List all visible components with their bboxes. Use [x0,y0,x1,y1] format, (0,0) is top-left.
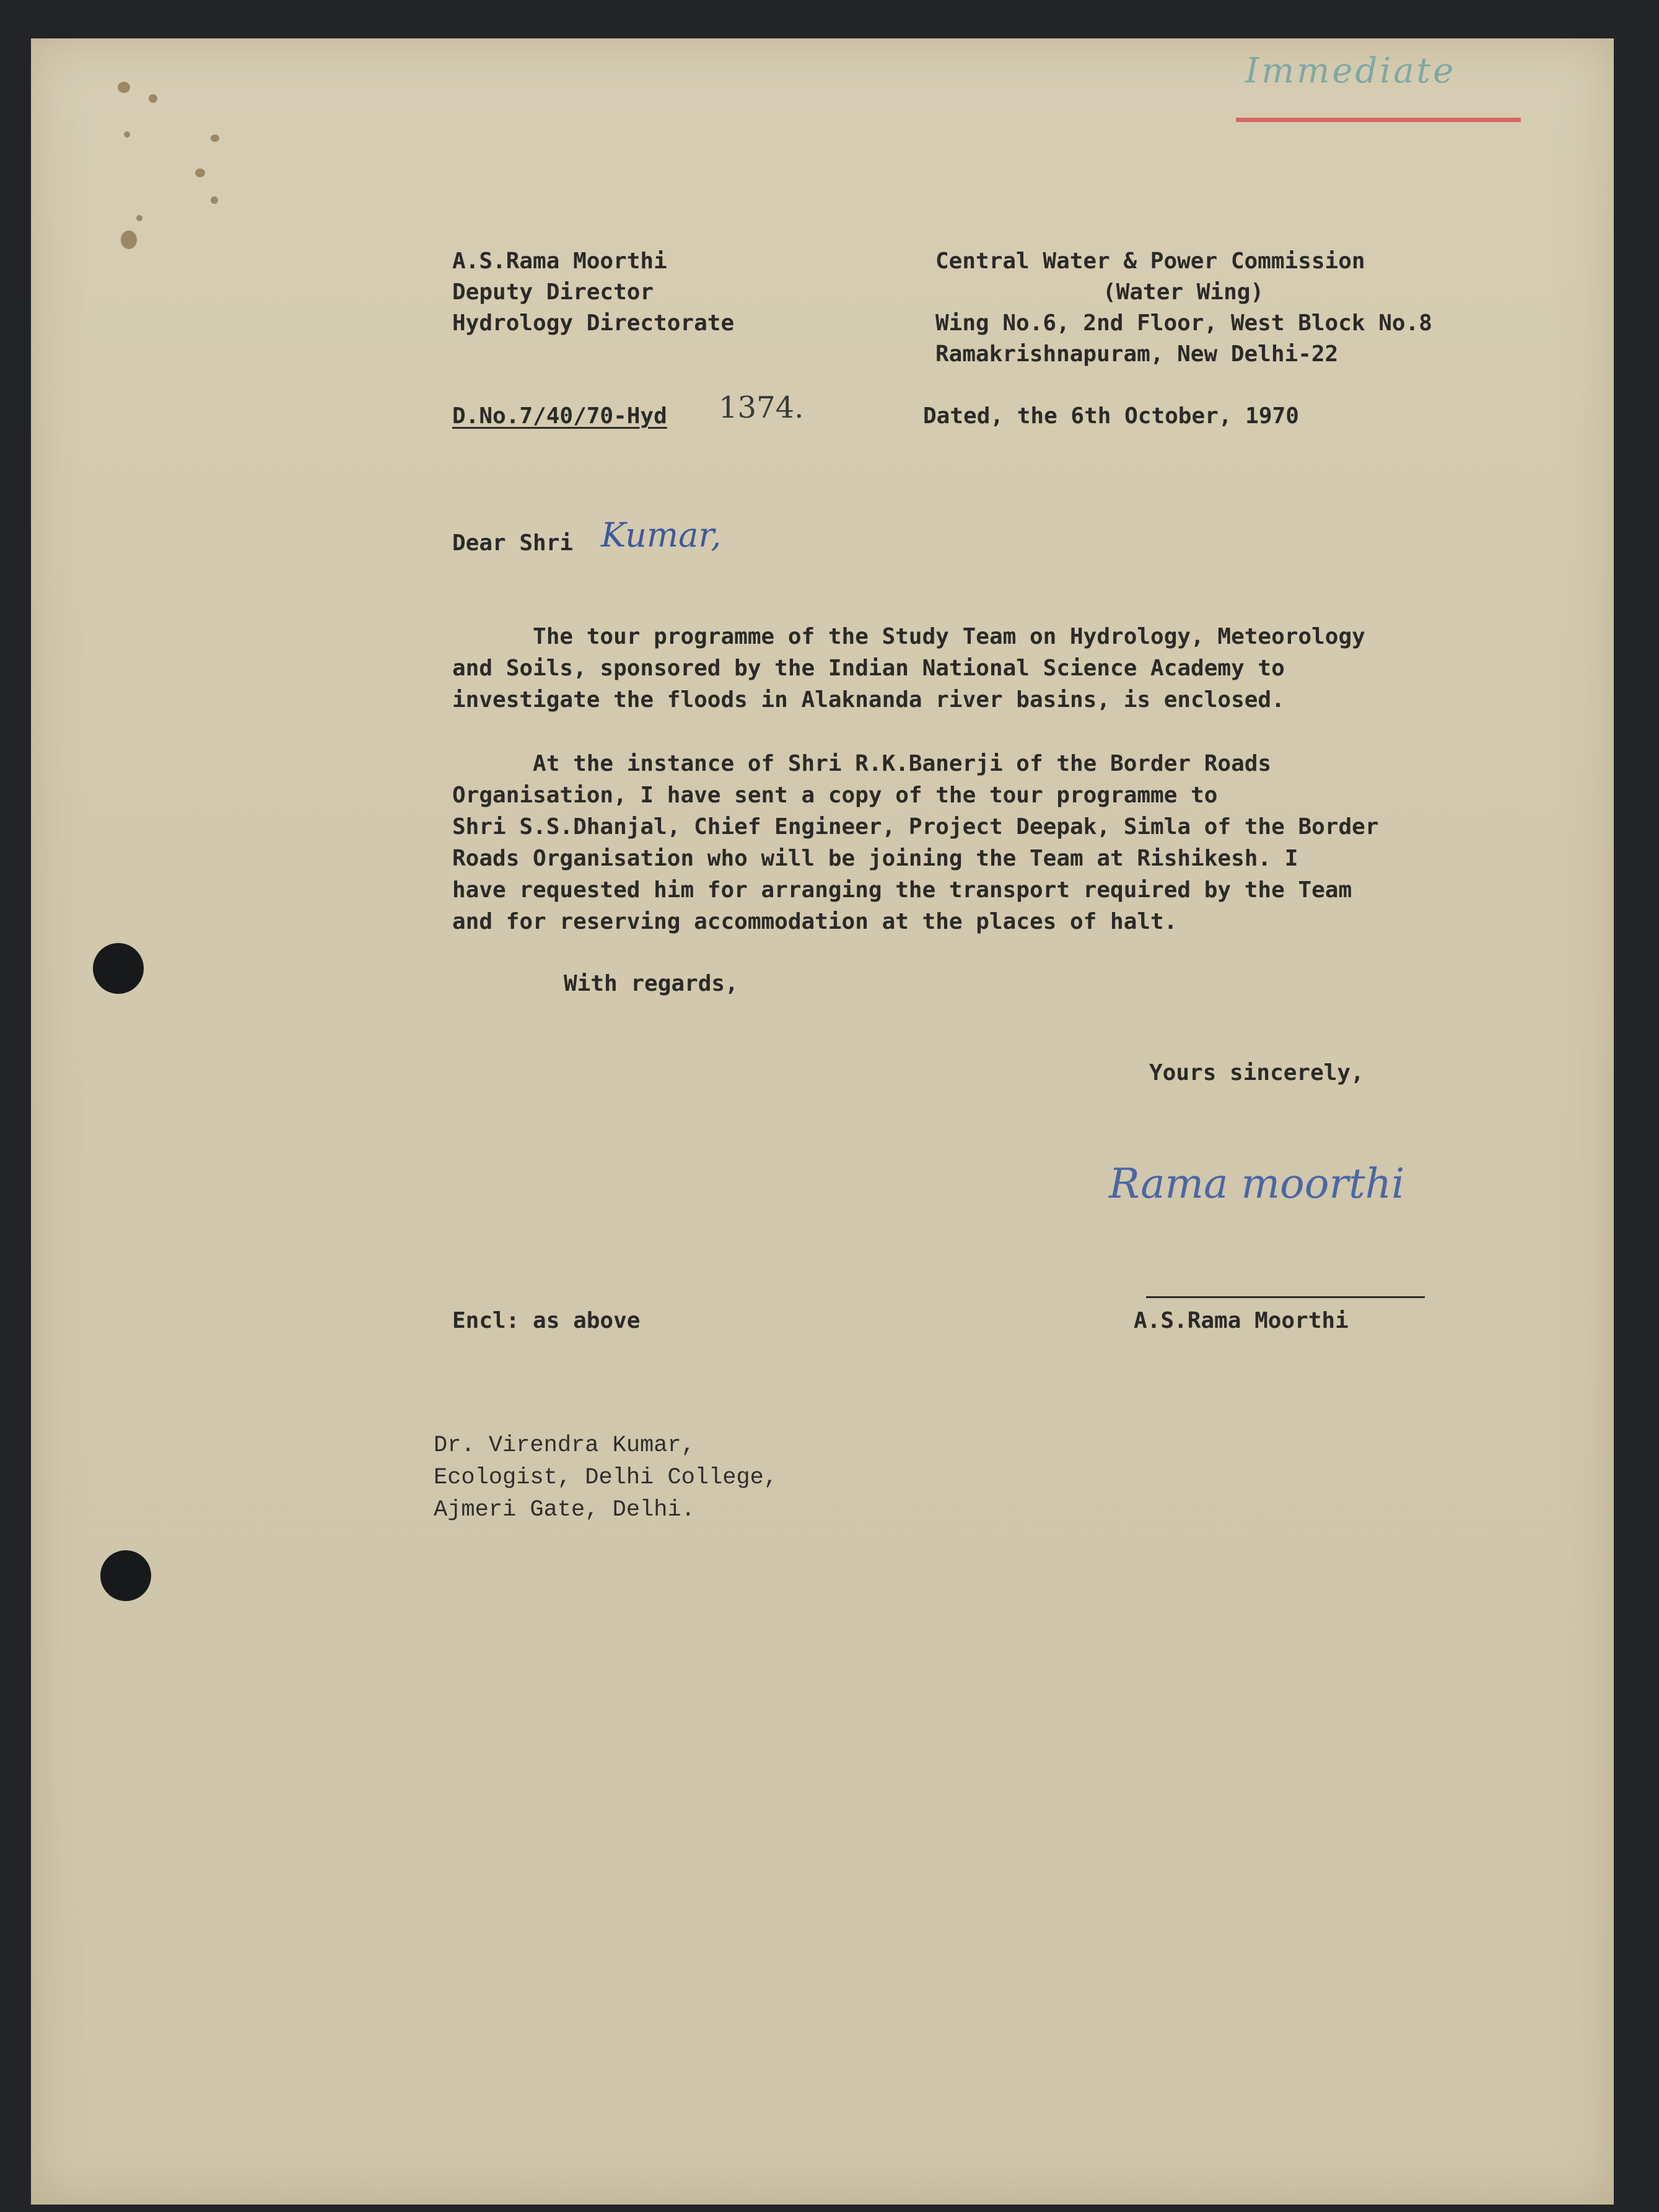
salutation: Dear Shri [452,530,574,556]
signature: Rama moorthi [1109,1160,1405,1208]
stain-mark [149,94,157,103]
paragraph-line: Organisation, I have sent a copy of the tour programme to [452,783,1218,808]
stain-mark [195,169,205,177]
recipient-line: Ajmeri Gate, Delhi. [434,1497,695,1523]
office-line2: (Water Wing) [1103,279,1264,305]
valediction: Yours sincerely, [1149,1060,1364,1086]
paragraph-line: have requested him for arranging the transport required by the Team [452,877,1352,903]
enclosure-note: Encl: as above [452,1308,641,1333]
sender-name: A.S.Rama Moorthi [452,248,667,274]
stain-mark [121,230,137,249]
office-line1: Central Water & Power Commission [935,248,1365,274]
paragraph-line: and Soils, sponsored by the Indian National Science Academy to [452,656,1285,681]
letter-page [31,38,1614,2205]
paragraph-line: At the instance of Shri R.K.Banerji of the Border Roads [452,751,1272,776]
paragraph-line: Shri S.S.Dhanjal, Chief Engineer, Project Deepak, Simla of the Border [452,814,1379,840]
regards-line: With regards, [564,971,738,996]
punch-hole-top [93,943,144,994]
typed-signatory-name: A.S.Rama Moorthi [1134,1308,1349,1333]
stain-mark [211,134,219,142]
sender-directorate: Hydrology Directorate [452,310,735,336]
letter-date: Dated, the 6th October, 1970 [923,403,1299,429]
immediate-stamp: Immediate [1245,51,1456,91]
office-line3: Wing No.6, 2nd Floor, West Block No.8 [935,310,1432,336]
reference-handwritten-suffix: 1374. [719,390,804,425]
paragraph-line: and for reserving accommodation at the places of halt. [452,909,1178,934]
signature-line [1146,1296,1425,1298]
stain-mark [118,82,130,93]
stain-mark [124,131,130,138]
salutation-handwritten-name: Kumar, [601,516,722,555]
reference-number: D.No.7/40/70-Hyd [452,403,667,429]
recipient-line: Dr. Virendra Kumar, [434,1433,695,1459]
paragraph-line: investigate the floods in Alaknanda river basins, is enclosed. [452,687,1285,713]
punch-hole-bottom [100,1550,151,1601]
office-line4: Ramakrishnapuram, New Delhi-22 [935,341,1339,367]
sender-title: Deputy Director [452,279,654,305]
paragraph-line: The tour programme of the Study Team on Hydrology, Meteorology [452,624,1365,649]
stain-mark [211,196,218,204]
stamp-underline [1236,118,1521,122]
stain-mark [136,215,142,221]
paragraph-line: Roads Organisation who will be joining the Team at Rishikesh. I [452,846,1298,871]
recipient-line: Ecologist, Delhi College, [434,1465,778,1491]
